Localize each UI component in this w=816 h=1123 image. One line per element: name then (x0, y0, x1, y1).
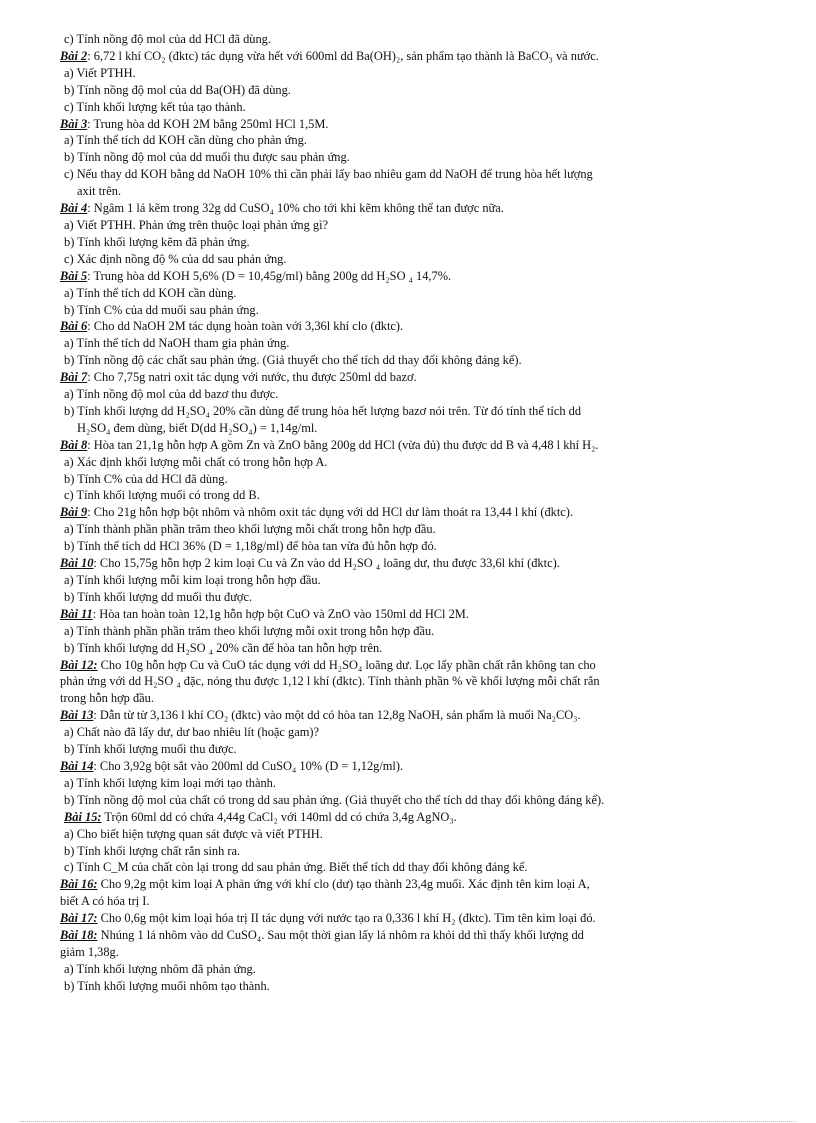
line-text: c) Xác định nồng độ % của dd sau phản ứng. (64, 251, 287, 266)
problem-continuation-line (60, 893, 788, 910)
problem-heading-line (60, 268, 788, 285)
question-part-line (60, 386, 788, 403)
question-part-line (60, 792, 788, 809)
line-text: : Cho 21g hỗn hợp bột nhôm và nhôm oxit tác dụng với dd HCl dư làm thoát ra 13,44 l khí (đktc). (87, 505, 574, 520)
problem-heading-line (60, 437, 788, 454)
question-part-line (60, 65, 788, 82)
question-part-line (60, 302, 788, 319)
question-part-line (60, 589, 788, 606)
question-part-line (60, 826, 788, 843)
line-text: giảm 1,38g. (60, 944, 119, 959)
line-text: b) Tính khối lượng muối thu được. (64, 742, 237, 757)
problem-label: Bài 16: (60, 877, 98, 892)
problem-heading-line (60, 318, 788, 335)
line-text: : Trung hòa dd KOH 5,6% (D = 10,45g/ml) bằng 200g dd H₂SO ₄ 14,7%. (87, 268, 452, 283)
line-text: b) Tính nồng độ các chất sau phản ứng. (Giả thuyết cho thể tích dd thay đổi không đáng kể). (64, 353, 522, 368)
question-part-line (60, 640, 788, 657)
problem-heading-line (60, 910, 788, 927)
line-text: a) Tính khối lượng kim loại mới tạo thành. (64, 775, 276, 790)
question-continuation-line (60, 420, 788, 437)
line-text: : Dẫn từ từ 3,136 l khí CO₂ (đktc) vào một dd có hòa tan 12,8g NaOH, sản phẩm là muối Na₂CO₃. (93, 708, 581, 723)
document-body (60, 31, 788, 995)
line-text: c) Tính nồng độ mol của dd HCl đã dùng. (64, 32, 271, 46)
line-text: b) Tính khối lượng muối nhôm tạo thành. (64, 978, 270, 993)
line-text: a) Tính thành phần phần trăm theo khối lượng mỗi chất trong hỗn hợp đầu. (64, 522, 436, 537)
problem-heading-line (60, 116, 788, 133)
question-part-line (60, 843, 788, 860)
line-text: c) Tính C_M của chất còn lại trong dd sau phản ứng. Biết thể tích dd thay đổi không đáng kể. (64, 860, 528, 875)
line-text: c) Tính khối lượng kết tủa tạo thành. (64, 99, 246, 114)
question-part-line (60, 166, 788, 183)
line-text: b) Tính khối lượng chất rắn sinh ra. (64, 843, 241, 858)
question-part-line (60, 775, 788, 792)
line-text: biết A có hóa trị I. (60, 894, 150, 909)
line-text: phản ứng với dd H₂SO ₄ đặc, nóng thu được 1,12 l khí (đktc). Tính thành phần % về khối lượng mỗi chất rắn (60, 674, 600, 689)
line-text: a) Viết PTHH. Phản ứng trên thuộc loại phản ứng gì? (64, 217, 329, 232)
problem-label: Bài 12: (60, 657, 98, 672)
problem-label: Bài 3 (60, 116, 88, 131)
problem-continuation-line (60, 944, 788, 961)
line-text: a) Viết PTHH. (64, 65, 136, 80)
problem-heading-line (60, 809, 788, 826)
question-continuation-line (60, 183, 788, 200)
line-text: b) Tính nồng độ mol của chất có trong dd sau phản ứng. (Giả thuyết cho thể tích dd thay đổi không đáng kể). (64, 792, 605, 807)
question-part-line (60, 741, 788, 758)
line-text: b) Tính khối lượng dd muối thu được. (64, 589, 253, 604)
line-text: c) Nếu thay dd KOH bằng dd NaOH 10% thì cần phải lấy bao nhiêu gam dd NaOH để trung hòa hết lượng (64, 167, 593, 182)
problem-heading-line (60, 48, 788, 65)
problem-continuation-line (60, 690, 788, 707)
line-text: a) Chất nào đã lấy dư, dư bao nhiêu lít (hoặc gam)? (64, 725, 319, 740)
problem-label: Bài 14 (60, 758, 94, 773)
question-part-line (60, 403, 788, 420)
line-text: a) Tính thể tích dd KOH cần dùng. (64, 285, 237, 300)
problem-label: Bài 15: (64, 809, 102, 824)
problem-heading-line (60, 555, 788, 572)
page-footer-divider (20, 1121, 796, 1122)
line-text: c) Tính khối lượng muối có trong dd B. (64, 488, 260, 503)
question-part-line (60, 487, 788, 504)
problem-label: Bài 6 (60, 319, 88, 334)
problem-label: Bài 4 (60, 201, 88, 216)
problem-continuation-line (60, 673, 788, 690)
line-text: trong hỗn hợp đầu. (60, 691, 154, 706)
problem-label: Bài 2 (60, 48, 88, 63)
problem-heading-line (60, 369, 788, 386)
line-text: a) Tính khối lượng mỗi kim loại trong hỗn hợp đầu. (64, 573, 321, 587)
problem-label: Bài 17: (60, 911, 98, 926)
problem-label: Bài 9 (60, 505, 88, 520)
line-text: axit trên. (77, 184, 122, 199)
problem-label: Bài 8 (60, 437, 88, 452)
problem-label: Bài 7 (60, 370, 88, 385)
line-text: : Trung hòa dd KOH 2M bằng 250ml HCl 1,5M. (87, 116, 329, 131)
line-text: b) Tính khối lượng dd H₂SO ₄ 20% cần để hòa tan hỗn hợp trên. (64, 640, 383, 655)
problem-label: Bài 5 (60, 268, 88, 283)
question-part-line (60, 521, 788, 538)
question-part-line (60, 454, 788, 471)
question-part-line (60, 99, 788, 116)
line-text: b) Tính thể tích dd HCl 36% (D = 1,18g/ml) để hòa tan vừa đủ hỗn hợp đó. (64, 539, 437, 554)
line-text: b) Tính nồng độ mol của dd Ba(OH) đã dùng. (64, 82, 291, 97)
line-text: Nhúng 1 lá nhôm vào dd CuSO₄. Sau một thời gian lấy lá nhôm ra khỏi dd thì thấy khối lượng dd (97, 928, 584, 943)
line-text: a) Cho biết hiện tượng quan sát được và viết PTHH. (64, 826, 323, 841)
question-part-line (60, 132, 788, 149)
question-part-line (60, 31, 788, 48)
question-part-line (60, 335, 788, 352)
question-part-line (60, 623, 788, 640)
problem-heading-line (60, 758, 788, 775)
line-text: H₂SO₄ đem dùng, biết D(dd H₂SO₄) = 1,14g/ml. (77, 420, 318, 435)
line-text: : Hòa tan hoàn toàn 12,1g hỗn hợp bột CuO và ZnO vào 150ml dd HCl 2M. (92, 606, 469, 621)
question-part-line (60, 82, 788, 99)
question-part-line (60, 572, 788, 589)
line-text: Cho 0,6g một kim loại hóa trị II tác dụng với nước tạo ra 0,336 l khí H₂ (đktc). Tìm tên kim loại đó. (97, 911, 596, 926)
line-text: : Cho dd NaOH 2M tác dụng hoàn toàn với 3,36l khí clo (đktc). (87, 319, 404, 334)
line-text: a) Tính thành phần phần trăm theo khối lượng mỗi oxit trong hỗn hợp đầu. (64, 623, 435, 638)
problem-heading-line (60, 200, 788, 217)
line-text: a) Tính thể tích dd NaOH tham gia phản ứng. (64, 336, 290, 351)
line-text: a) Xác định khối lượng mỗi chất có trong hỗn hợp A. (64, 454, 328, 469)
line-text: Cho 10g hỗn hợp Cu và CuO tác dụng với dd H₂SO₄ loãng dư. Lọc lấy phần chất rắn không tan cho (97, 657, 596, 672)
question-part-line (60, 961, 788, 978)
line-text: b) Tính khối lượng kẽm đã phản ứng. (64, 234, 250, 249)
question-part-line (60, 251, 788, 268)
question-part-line (60, 285, 788, 302)
question-part-line (60, 234, 788, 251)
line-text: a) Tính nồng độ mol của dd bazơ thu được. (64, 387, 279, 402)
problem-heading-line (60, 504, 788, 521)
question-part-line (60, 724, 788, 741)
question-part-line (60, 978, 788, 995)
line-text: : Cho 3,92g bột sắt vào 200ml dd CuSO₄ 10% (D = 1,12g/ml). (93, 758, 404, 773)
line-text: b) Tính khối lượng dd H₂SO₄ 20% cần dùng để trung hòa hết lượng bazơ nói trên. Từ đó tính thể tích dd (64, 403, 582, 418)
problem-label: Bài 11 (60, 606, 93, 621)
line-text: : Hòa tan 21,1g hỗn hợp A gồm Zn và ZnO bằng 200g dd HCl (vừa đủ) thu được dd B và 4,48 l khí H₂. (87, 437, 599, 452)
question-part-line (60, 859, 788, 876)
line-text: Cho 9,2g một kim loại A phản ứng với khí clo (dư) tạo thành 23,4g muối. Xác định tên kim loại A, (97, 877, 590, 892)
problem-heading-line (60, 927, 788, 944)
line-text: a) Tính khối lượng nhôm đã phản ứng. (64, 961, 256, 976)
line-text: b) Tính nồng độ mol của dd muối thu được sau phản ứng. (64, 150, 350, 165)
problem-label: Bài 13 (60, 708, 94, 723)
problem-heading-line (60, 657, 788, 674)
problem-heading-line (60, 707, 788, 724)
problem-heading-line (60, 606, 788, 623)
line-text: : Cho 15,75g hỗn hợp 2 kim loại Cu và Zn vào dd H₂SO ₄ loãng dư, thu được 33,6l khí (đktc). (93, 556, 560, 571)
question-part-line (60, 538, 788, 555)
question-part-line (60, 149, 788, 166)
line-text: Trộn 60ml dd có chứa 4,44g CaCl₂ với 140ml dd có chứa 3,4g AgNO₃. (101, 809, 457, 824)
line-text: : 6,72 l khí CO₂ (đktc) tác dụng vừa hết với 600ml dd Ba(OH)₂, sản phẩm tạo thành là BaCO₃ và nước. (87, 48, 599, 63)
line-text: b) Tính C% của dd muối sau phản ứng. (64, 302, 259, 317)
problem-label: Bài 10 (60, 556, 94, 571)
question-part-line (60, 352, 788, 369)
problem-heading-line (60, 876, 788, 893)
line-text: b) Tính C% của dd HCl đã dùng. (64, 471, 228, 486)
question-part-line (60, 471, 788, 488)
problem-label: Bài 18: (60, 928, 98, 943)
line-text: a) Tính thể tích dd KOH cần dùng cho phản ứng. (64, 133, 307, 148)
line-text: : Cho 7,75g natri oxit tác dụng với nước, thu được 250ml dd bazơ. (87, 370, 417, 385)
line-text: : Ngâm 1 lá kẽm trong 32g dd CuSO₄ 10% cho tới khi kẽm không thể tan được nữa. (87, 201, 504, 216)
question-part-line (60, 217, 788, 234)
